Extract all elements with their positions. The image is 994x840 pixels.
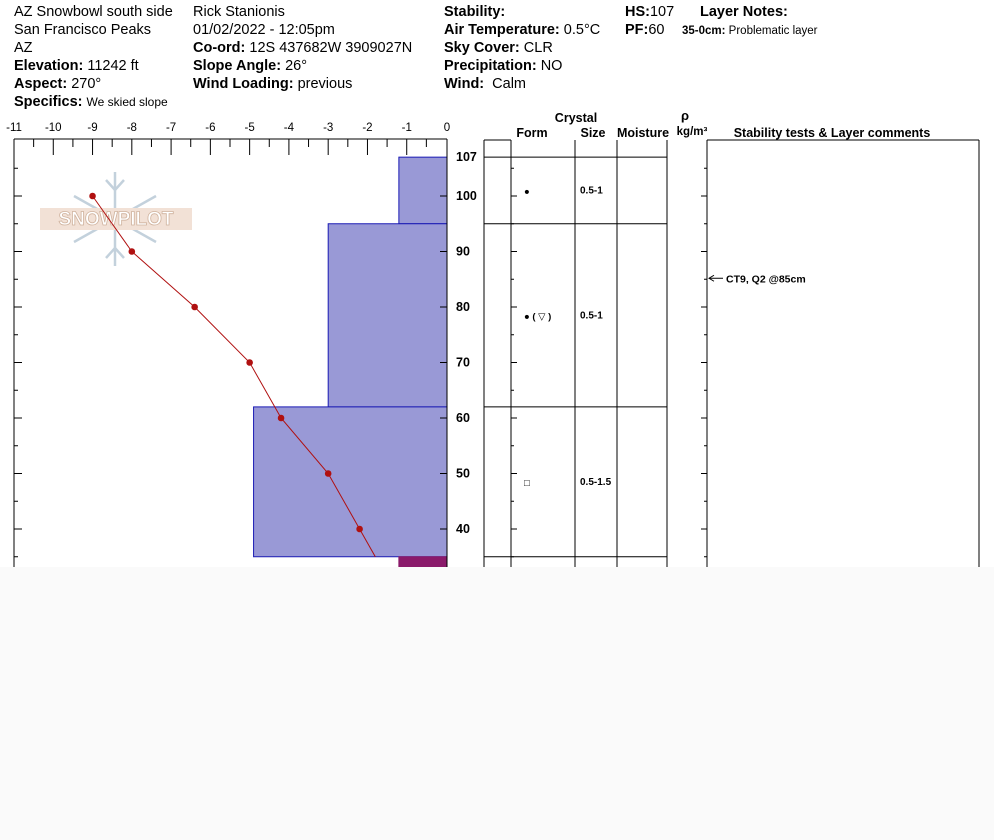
aspect-label: Aspect: xyxy=(14,76,68,92)
y-tick-label: 100 xyxy=(456,189,477,203)
sky-cover-value: CLR xyxy=(523,40,553,56)
moisture-header: Moisture xyxy=(616,126,670,140)
layer-note-range: 35-0cm: xyxy=(682,25,726,37)
rho-header: ρ xyxy=(680,108,690,123)
crystal-header: Crystal xyxy=(554,111,598,125)
stability-test-label: CT9, Q2 @85cm xyxy=(726,273,806,286)
air-temp-value: 0.5°C xyxy=(563,22,601,38)
table-side-ticks xyxy=(511,168,707,557)
x-tick-label: -2 xyxy=(362,122,373,134)
coord-label: Co-ord: xyxy=(193,40,246,56)
y-tick-label: 50 xyxy=(456,466,470,481)
hs-label: HS: xyxy=(625,4,650,20)
layer-cells xyxy=(524,185,612,488)
temperature-point xyxy=(356,526,363,533)
crystal-size-value: 0.5-1.5 xyxy=(580,476,612,488)
hardness-bar xyxy=(254,407,447,557)
y-tick-label: 60 xyxy=(456,411,470,425)
y-tick-label: 107 xyxy=(456,150,477,165)
location-name: AZ Snowbowl south side xyxy=(14,4,173,20)
x-tick-label: 0 xyxy=(443,122,451,134)
y-tick-label: 80 xyxy=(456,300,470,314)
x-tick-label: -8 xyxy=(126,122,137,134)
layer-note-text: Problematic layer xyxy=(728,25,818,37)
aspect-value: 270° xyxy=(71,76,102,92)
crystal-size-value: 0.5-1 xyxy=(580,185,603,197)
precip-value: NO xyxy=(540,58,563,74)
x-tick-label: -6 xyxy=(205,122,216,134)
temperature-point xyxy=(278,415,285,422)
crystal-form-icon: ● xyxy=(524,186,530,198)
x-tick-label: -10 xyxy=(44,122,62,134)
temperature-point xyxy=(129,248,136,255)
logo-text: SNOWPILOT xyxy=(58,209,174,230)
y-tick-label: 70 xyxy=(456,355,470,370)
wind-loading-label: Wind Loading: xyxy=(193,76,294,92)
size-header: Size xyxy=(580,126,606,140)
specifics-value: We skied slope xyxy=(86,95,168,109)
snowpilot-logo xyxy=(40,172,192,266)
crystal-form-icon: ● ( ▽ ) xyxy=(524,311,552,323)
pf-value: 60 xyxy=(648,22,665,38)
temperature-point xyxy=(89,193,96,200)
wind-label: Wind: xyxy=(444,76,485,92)
pf-label: PF: xyxy=(625,22,649,38)
x-tick-label: -7 xyxy=(165,122,177,134)
x-tick-label: -5 xyxy=(244,122,255,134)
x-tick-label: -1 xyxy=(401,122,412,134)
x-tick-label: -11 xyxy=(6,122,22,134)
temperature-point xyxy=(246,359,253,366)
x-tick-label: -9 xyxy=(87,122,98,134)
elevation-value: 11242 ft xyxy=(87,58,139,74)
crystal-form-icon: □ xyxy=(524,477,530,489)
slope-value: 26° xyxy=(285,58,308,74)
y-tick-label: 90 xyxy=(456,244,470,259)
hardness-bars xyxy=(254,157,447,567)
crystal-size-value: 0.5-1 xyxy=(580,310,603,322)
density-unit-header: kg/m³ xyxy=(676,126,708,138)
specifics-label: Specifics: xyxy=(14,94,83,110)
stability-test-marker xyxy=(709,273,806,285)
hs-value: 107 xyxy=(649,4,675,20)
wind-value: Calm xyxy=(492,76,527,92)
hardness-bar xyxy=(328,224,447,407)
stability-comments-header: Stability tests & Layer comments xyxy=(733,126,931,140)
elevation-label: Elevation: xyxy=(14,58,84,74)
wind-loading-value: previous xyxy=(297,76,353,92)
observation-datetime: 01/02/2022 - 12:05pm xyxy=(193,22,335,38)
location-state: AZ xyxy=(14,40,33,56)
location-range: San Francisco Peaks xyxy=(14,22,152,38)
x-tick-label: -3 xyxy=(323,122,334,134)
hardness-bar xyxy=(399,557,447,567)
stability-label: Stability: xyxy=(444,4,506,20)
precip-label: Precipitation: xyxy=(444,58,537,74)
y-tick-label: 40 xyxy=(456,522,470,536)
air-temp-label: Air Temperature: xyxy=(444,22,560,38)
layer-notes-label: Layer Notes: xyxy=(700,4,788,20)
observer-name: Rick Stanionis xyxy=(193,4,285,20)
sky-cover-label: Sky Cover: xyxy=(444,40,520,56)
crystal-table xyxy=(484,140,979,567)
x-tick-label: -4 xyxy=(283,122,295,134)
slope-label: Slope Angle: xyxy=(193,58,282,74)
temperature-point xyxy=(325,470,332,477)
hardness-bar xyxy=(399,157,447,224)
temperature-point xyxy=(191,304,198,311)
form-header: Form xyxy=(516,126,548,140)
coord-value: 12S 437682W 3909027N xyxy=(249,40,413,56)
